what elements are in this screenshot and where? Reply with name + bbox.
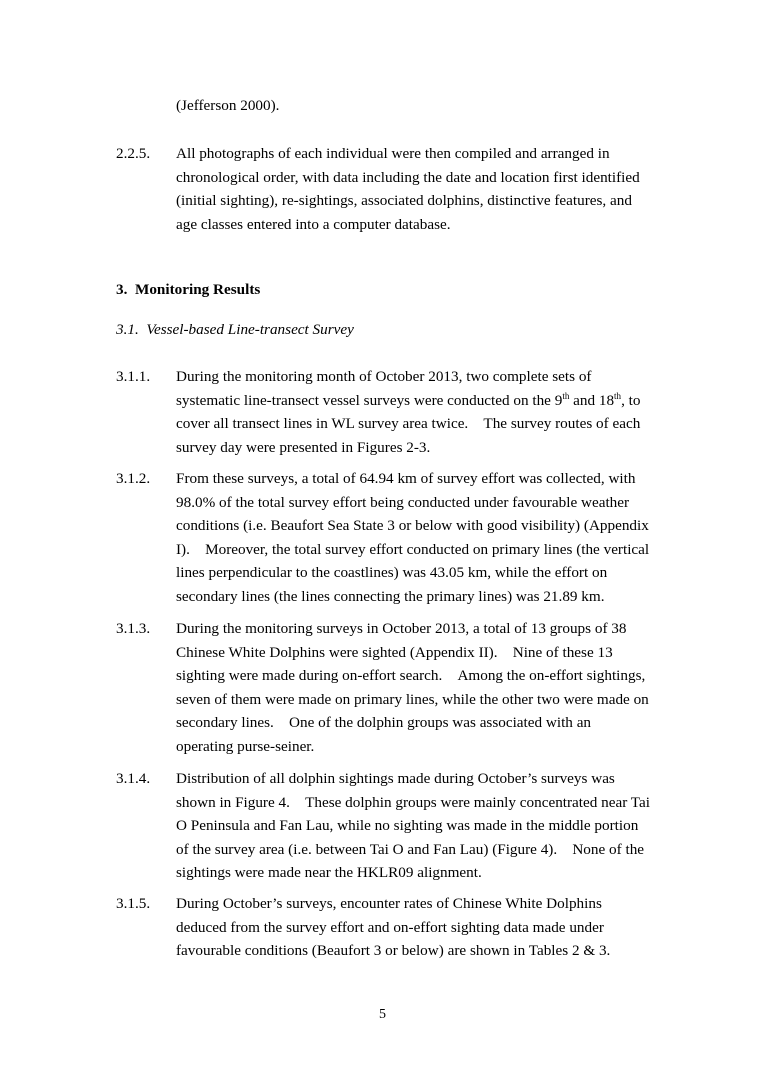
continuation-text: (Jefferson 2000). xyxy=(176,97,280,114)
paragraph-3-1-3 xyxy=(176,617,656,759)
paragraph-line: During the monitoring month of October 2013, two complete sets of xyxy=(176,368,592,385)
paragraph-number: 2.2.5. xyxy=(116,145,151,162)
paragraph-3-1-2 xyxy=(176,467,656,609)
paragraph-line: shown in Figure 4. These dolphin groups were mainly concentrated near Tai xyxy=(176,793,650,811)
paragraph-line: survey day were presented in Figures 2-3. xyxy=(176,438,431,456)
paragraph-line: operating purse-seiner. xyxy=(176,737,315,755)
paragraph-line: From these surveys, a total of 64.94 km of survey effort was collected, with xyxy=(176,470,636,487)
paragraph-number: 3.1.5. xyxy=(116,895,151,912)
paragraph-number: 3.1.3. xyxy=(116,620,151,637)
paragraph-line: seven of them were made on primary lines, while the other two were made on xyxy=(176,690,649,708)
paragraph-line: favourable conditions (Beaufort 3 or below) are shown in Tables 2 & 3. xyxy=(176,942,611,960)
paragraph-number: 3.1.1. xyxy=(116,368,151,385)
paragraph-number: 3.1.2. xyxy=(116,470,151,487)
paragraph-2-2-5 xyxy=(176,142,656,236)
paragraph-line: of the survey area (i.e. between Tai O and Fan Lau) (Figure 4). None of the xyxy=(176,840,645,858)
paragraph-line: conditions (i.e. Beaufort Sea State 3 or below with good visibility) (Appendix xyxy=(176,517,649,535)
paragraph-line: I). Moreover, the total survey effort conducted on primary lines (the vertical xyxy=(176,540,650,558)
line-text: systematic line-transect vessel surveys were conducted on the 9 xyxy=(176,391,563,409)
paragraph-line: lines perpendicular to the coastlines) was 43.05 km, while the effort on xyxy=(176,564,608,582)
paragraph-line: (initial sighting), re-sightings, associated dolphins, distinctive features, and xyxy=(176,192,632,210)
line-text: , to xyxy=(621,391,641,409)
paragraph-line: 98.0% of the total survey effort being conducted under favourable weather xyxy=(176,493,630,511)
paragraph-line: age classes entered into a computer database. xyxy=(176,215,451,233)
subsection-heading: 3.1. Vessel-based Line-transect Survey xyxy=(116,321,354,338)
ordinal-suffix: th xyxy=(614,390,622,401)
paragraph-line: deduced from the survey effort and on-effort sighting data made under xyxy=(176,918,604,936)
paragraph-line: During October’s surveys, encounter rates of Chinese White Dolphins xyxy=(176,895,602,912)
paragraph-line: Distribution of all dolphin sightings made during October’s surveys was xyxy=(176,770,615,787)
paragraph-line: cover all transect lines in WL survey area twice. The survey routes of each xyxy=(176,415,641,433)
paragraph-line: secondary lines (the lines connecting the primary lines) was 21.89 km. xyxy=(176,587,605,605)
section-heading: 3. Monitoring Results xyxy=(116,281,261,298)
paragraph-line: O Peninsula and Fan Lau, while no sighting was made in the middle portion xyxy=(176,817,639,835)
line-text: and 18 xyxy=(569,391,615,409)
paragraph-3-1-1 xyxy=(176,365,656,459)
paragraph-3-1-4 xyxy=(176,767,656,885)
paragraph-line: All photographs of each individual were then compiled and arranged in xyxy=(176,145,610,162)
paragraph-line: Chinese White Dolphins were sighted (Appendix II). Nine of these 13 xyxy=(176,643,613,661)
ordinal-suffix: th xyxy=(562,390,570,401)
paragraph-line: secondary lines. One of the dolphin groups was associated with an xyxy=(176,714,592,732)
paragraph-line: chronological order, with data including the date and location first identified xyxy=(176,168,640,186)
paragraph-3-1-5 xyxy=(176,892,656,963)
paragraph-line: During the monitoring surveys in October 2013, a total of 13 groups of 38 xyxy=(176,620,627,637)
page-number: 5 xyxy=(379,1007,386,1022)
paragraph-line xyxy=(176,389,656,413)
paragraph-line: sightings were made near the HKLR09 alignment. xyxy=(176,864,482,882)
paragraph-line: sighting were made during on-effort search. Among the on-effort sightings, xyxy=(176,667,646,685)
paragraph-number: 3.1.4. xyxy=(116,770,151,787)
